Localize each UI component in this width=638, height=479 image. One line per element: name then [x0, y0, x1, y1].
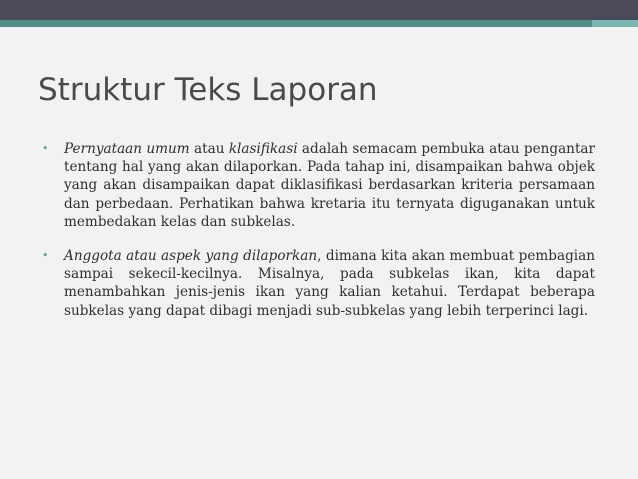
term-general-statement: Pernyataan umum [64, 141, 190, 157]
bullet-item-members [42, 247, 595, 320]
bullet-dot-icon: • [42, 142, 49, 155]
bullet-list [42, 140, 595, 336]
term-classification: klasifikasi [228, 141, 298, 157]
bullet-text: adalah semacam pembuka atau pengantar tentang hal yang akan dilaporkan. Pada tahap ini, disampaikan bahwa objek yang akan disampaikan dapat diklasifikasi berdasarkan kriteria persamaan dan perbedaan. Perhatikan bahwa kretaria itu ternyata diguganakan untuk membedakan kelas dan subkelas. [64, 141, 596, 230]
teal-strip [0, 20, 638, 27]
teal-accent [592, 20, 638, 27]
connector-text: atau [189, 141, 229, 157]
bullet-dot-icon: • [42, 249, 49, 263]
bullet-text: , dimana kita akan membuat pembagian sampai sekecil-kecilnya. Misalnya, pada subkelas ikan, kita dapat menambahkan jenis-jenis ikan yang kalian ketahui. Terdapat beberapa subkelas yang dapat dibagi menjadi sub-subkelas yang lebih terperinci lagi. [64, 248, 595, 319]
slide-title: Struktur Teks Laporan [38, 72, 378, 108]
term-members: Anggota atau aspek yang dilaporkan [64, 248, 318, 265]
bullet-item-general-statement [42, 140, 595, 231]
top-band [0, 0, 638, 20]
